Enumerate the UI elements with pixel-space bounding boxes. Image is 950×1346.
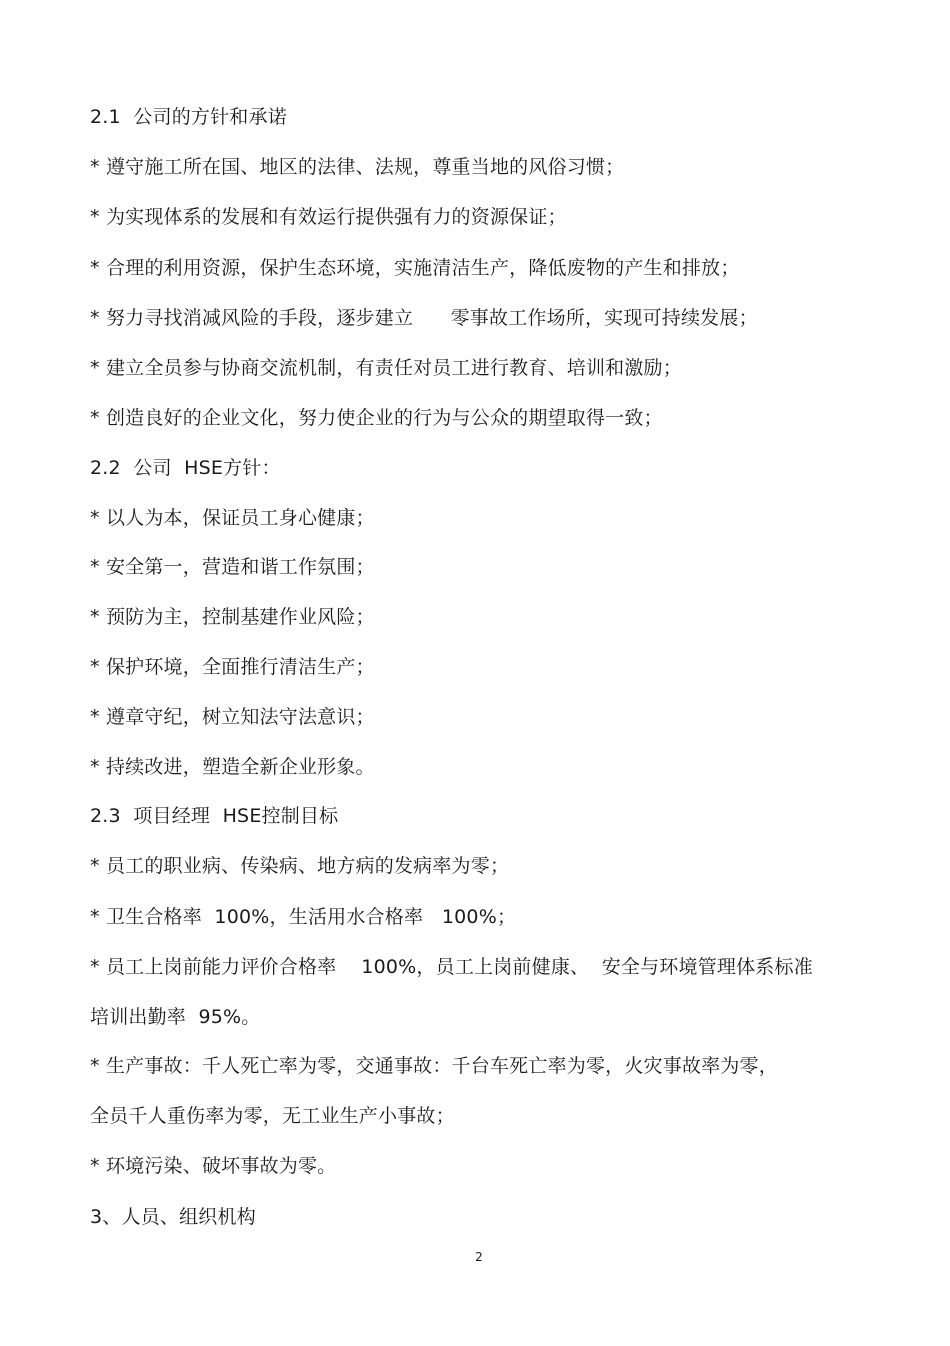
policy-item: * 创造良好的企业文化，努力使企业的行为与公众的期望取得一致； — [90, 407, 663, 429]
hse-target-item-continuation: 培训出勤率 95%。 — [90, 1006, 261, 1028]
page-number: 2 — [475, 1250, 483, 1264]
policy-item: * 合理的利用资源，保护生态环境，实施清洁生产，降低废物的产生和排放； — [90, 257, 740, 279]
hse-policy-item: * 保护环境，全面推行清洁生产； — [90, 656, 375, 678]
hse-target-item: * 生产事故：千人死亡率为零，交通事故：千台车死亡率为零，火灾事故率为零， — [90, 1055, 778, 1077]
hse-target-item-continuation: 全员千人重伤率为零，无工业生产小事故； — [90, 1105, 455, 1127]
policy-item: * 为实现体系的发展和有效运行提供强有力的资源保证； — [90, 206, 567, 228]
policy-item: * 努力寻找消减风险的手段，逐步建立 零事故工作场所，实现可持续发展； — [90, 307, 758, 329]
hse-target-item: * 员工上岗前能力评价合格率 100%，员工上岗前健康、 安全与环境管理体系标准 — [90, 956, 813, 978]
hse-target-item: * 环境污染、破坏事故为零。 — [90, 1155, 337, 1177]
section-heading-2-2: 2.2 公司 HSE方针： — [90, 457, 281, 479]
hse-policy-item: * 持续改进，塑造全新企业形象。 — [90, 756, 375, 778]
hse-target-item: * 卫生合格率 100%，生活用水合格率 100%； — [90, 906, 517, 928]
policy-item: * 建立全员参与协商交流机制，有责任对员工进行教育、培训和激励； — [90, 357, 682, 379]
hse-target-item: * 员工的职业病、传染病、地方病的发病率为零； — [90, 855, 510, 877]
section-heading-2-3: 2.3 项目经理 HSE控制目标 — [90, 805, 339, 827]
policy-item: * 遵守施工所在国、地区的法律、法规，尊重当地的风俗习惯； — [90, 156, 625, 178]
section-heading-3: 3、人员、组织机构 — [90, 1206, 256, 1228]
hse-policy-item: * 安全第一，营造和谐工作氛围； — [90, 556, 375, 578]
hse-policy-item: * 预防为主，控制基建作业风险； — [90, 606, 375, 628]
section-heading-2-1: 2.1 公司的方针和承诺 — [90, 106, 287, 128]
hse-policy-item: * 遵章守纪，树立知法守法意识； — [90, 706, 375, 728]
hse-policy-item: * 以人为本，保证员工身心健康； — [90, 507, 375, 529]
